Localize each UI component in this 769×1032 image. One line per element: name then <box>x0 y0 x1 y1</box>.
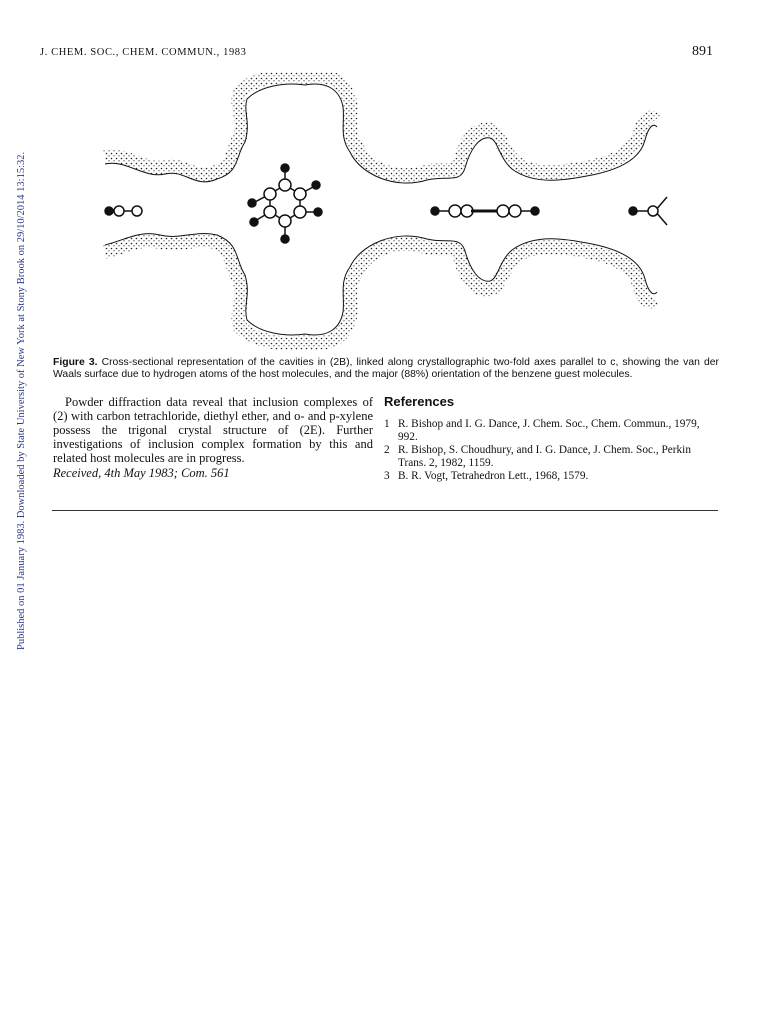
references-list <box>384 418 720 484</box>
reference-item <box>384 470 720 483</box>
body-paragraph: Powder diffraction data reveal that inclusion complexes of (2) with carbon tetrachloride, diethyl ether, and o- and p-xylene possess the trigonal crystal structure of (2E). Further investigations of inclusion complex formation by this and related host molecules are in progress. <box>53 395 373 465</box>
reference-number: 3 <box>384 470 390 483</box>
page-divider <box>52 510 718 511</box>
upper-surface-band <box>105 76 655 175</box>
figure-caption <box>53 357 719 381</box>
reference-number: 2 <box>384 444 390 457</box>
reference-text: B. R. Vogt, Tetrahedron Lett., 1968, 1579. <box>398 470 589 483</box>
page-number: 891 <box>692 44 713 59</box>
benzene-edge-right <box>431 205 539 217</box>
figure-caption-text: Cross-sectional representation of the cavities in (2B), linked along crystallographic two-fold axes parallel to c, showing the van der Waals surface due to hydrogen atoms of the host molecules, and the major (88%) orientation of the benzene guest molecules. <box>53 357 719 381</box>
cavity-illustration <box>95 72 675 350</box>
lower-surface-band <box>105 241 655 344</box>
journal-header: J. CHEM. SOC., CHEM. COMMUN., 1983 <box>40 47 247 58</box>
benzene-guest <box>248 164 322 243</box>
download-watermark-text: Published on 01 January 1983. Downloaded by State University of New York at Stony Brook on 29/10/2014 13:15:32. <box>16 151 27 650</box>
reference-text: R. Bishop and I. G. Dance, J. Chem. Soc., Chem. Commun., 1979, 992. <box>398 418 700 443</box>
reference-item <box>384 418 720 443</box>
reference-item <box>384 444 720 469</box>
body-column <box>53 395 373 465</box>
benzene-tilted-right <box>629 197 667 225</box>
reference-text: R. Bishop, S. Choudhury, and I. G. Dance, J. Chem. Soc., Perkin Trans. 2, 1982, 1159. <box>398 444 691 469</box>
figure-caption-label: Figure 3. <box>53 357 98 368</box>
benzene-edge-left <box>105 206 142 216</box>
references-heading: References <box>384 394 455 409</box>
download-watermark <box>4 130 27 650</box>
received-line: Received, 4th May 1983; Com. 561 <box>53 466 230 480</box>
cavity-figure <box>95 72 675 350</box>
reference-number: 1 <box>384 418 390 430</box>
